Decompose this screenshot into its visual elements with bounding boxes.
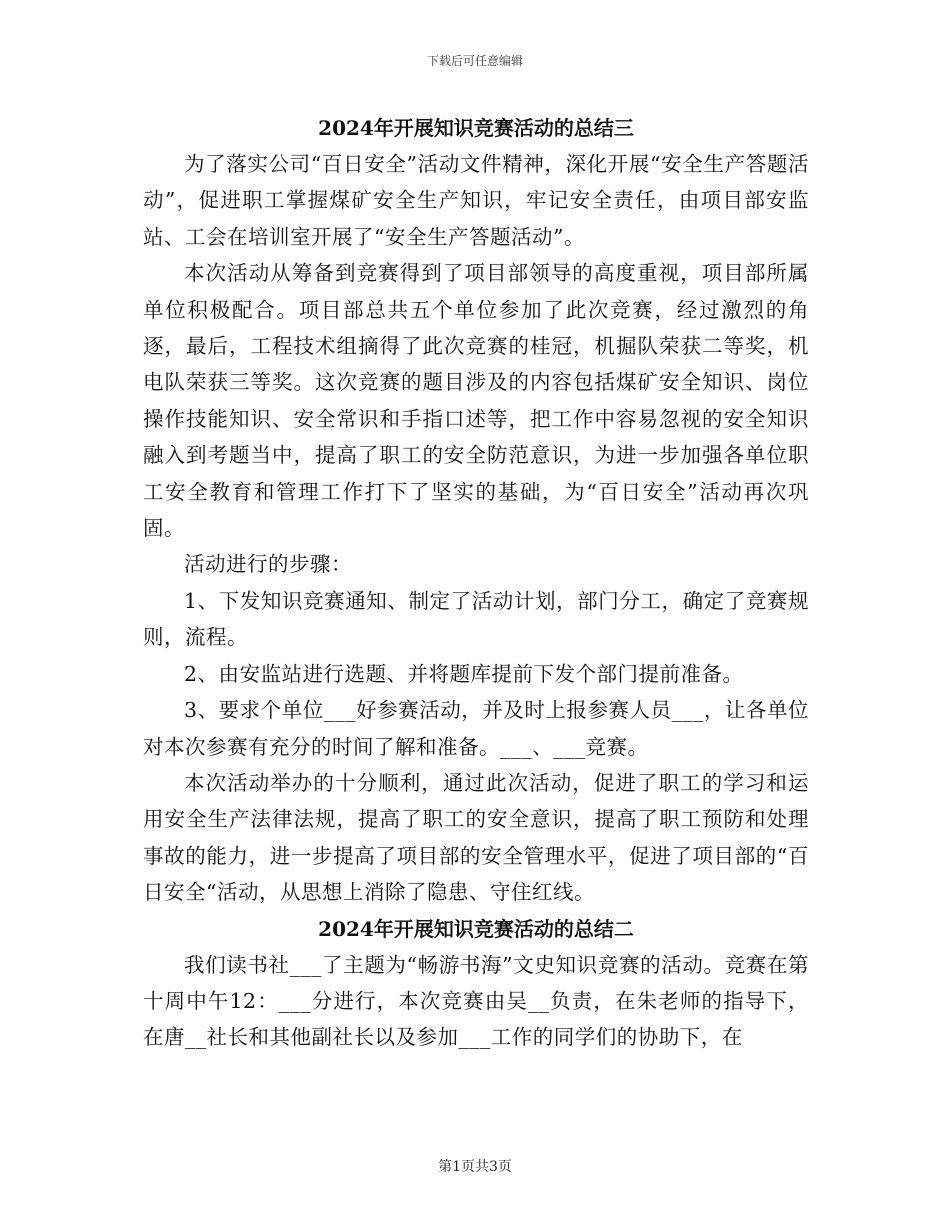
section1-paragraph: 本次活动从筹备到竞赛得到了项目部领导的高度重视，项目部所属单位积极配合。项目部总共五个单位参加了此次竞赛，经过激烈的角逐，最后，工程技术组摘得了此次竞赛的桂冠，机掘队荣获二等奖，机电队荣获三等奖。这次竞赛的题目涉及的内容包括煤矿安全知识、岗位操作技能知识、安全常识和手指口述等，把工作中容易忽视的安全知识融入到考题当中，提高了职工的安全防范意识，为进一步加强各单位职工安全教育和管理工作打下了坚实的基础，为“百日安全”活动再次巩固。	[143, 261, 809, 541]
section2-paragraph: 我们读书社___了主题为“畅游书海”文史知识竞赛的活动。竞赛在第十周中午12：___分进行，本次竞赛由吴__负责，在朱老师的指导下，在唐__社长和其他副社长以及参加___工作的同学们的协助下，在	[143, 952, 809, 1050]
section1-paragraph: 1、下发知识竞赛通知、制定了活动计划，部门分工，确定了竞赛规则，流程。	[143, 588, 809, 650]
section1-paragraph: 2、由安监站进行选题、并将题库提前下发个部门提前准备。	[184, 661, 744, 686]
header-note: 下载后可任意编辑	[426, 54, 523, 68]
section1-paragraph: 为了落实公司“百日安全”活动文件精神，深化开展“安全生产答题活动”，促进职工掌握煤矿安全生产知识，牢记安全责任，由项目部安监站、工会在培训室开展了“安全生产答题活动”。	[143, 152, 809, 249]
section1-paragraph: 本次活动举办的十分顺利，通过此次活动，促进了职工的学习和运用安全生产法律法规，提高了职工的安全意识，提高了职工预防和处理事故的能力，进一步提高了项目部的安全管理水平，促进了项目部的“百日安全“活动，从思想上消除了隐患、守住红线。	[143, 770, 809, 905]
section1-paragraph: 活动进行的步骤：	[184, 552, 352, 577]
section1-title: 2024年开展知识竞赛活动的总结三	[318, 116, 634, 140]
section1-paragraph: 3、要求个单位___好参赛活动，并及时上报参赛人员___，让各单位对本次参赛有充分的时间了解和准备。___、___竞赛。	[143, 698, 809, 759]
document-body	[143, 110, 809, 1056]
section2-title: 2024年开展知识竞赛活动的总结二	[318, 916, 634, 941]
page-number: 第1页共3页	[438, 1159, 512, 1175]
